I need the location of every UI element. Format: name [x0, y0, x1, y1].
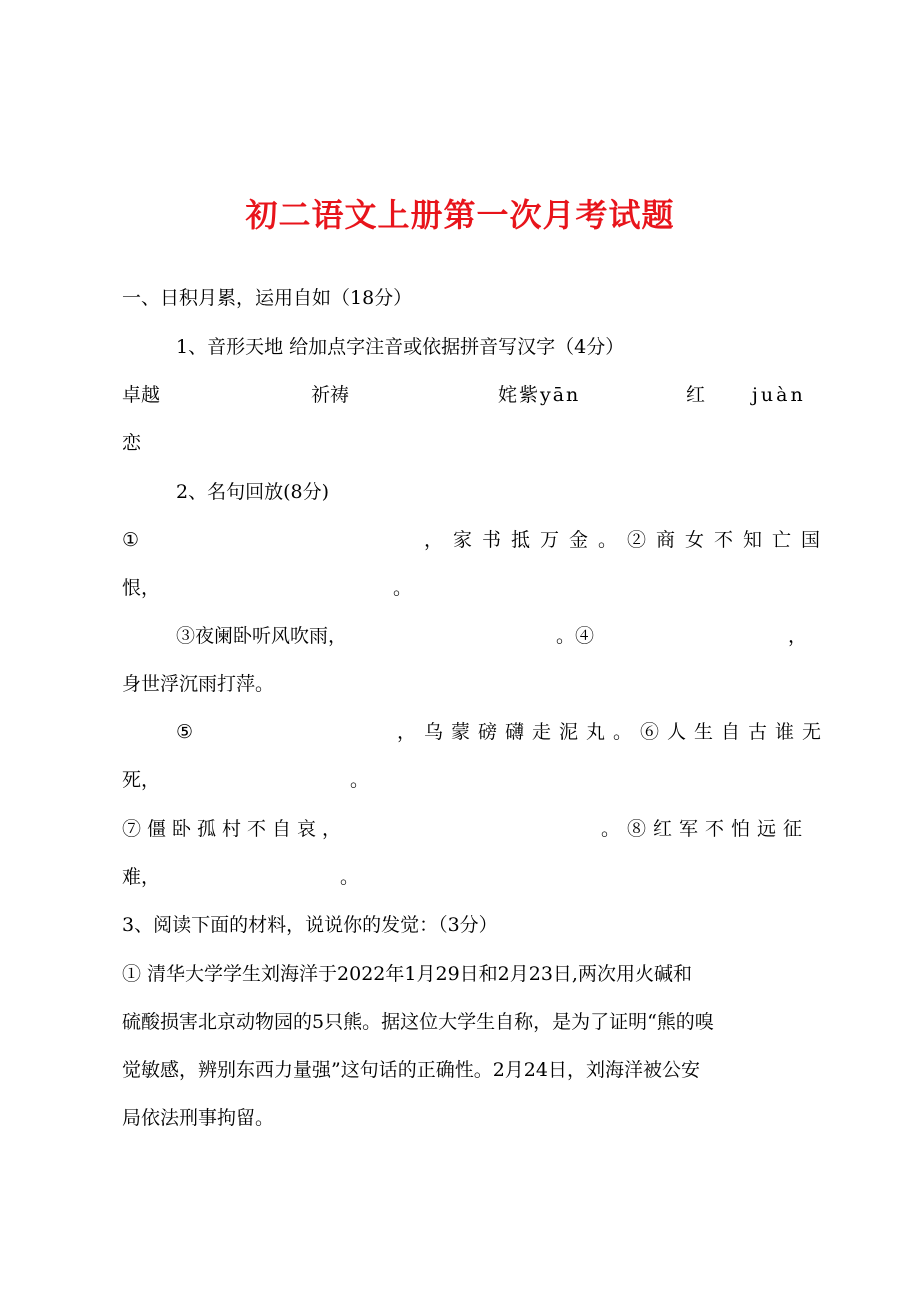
verse-7-text: ⑦僵卧孤村不自哀，	[122, 818, 348, 840]
verse-1-number: ①	[122, 529, 140, 551]
reading-line-4: 局依法刑事拘留。	[122, 1107, 275, 1129]
verse-6-end: 。	[350, 769, 370, 791]
pinyin-item-5: juàn	[752, 384, 806, 406]
reading-line-1: ① 清华大学学生刘海洋于2022年1月29日和2月23日,两次用火碱和	[122, 963, 692, 985]
reading-line-3: 觉敏感，辨别东西力量强”这句话的正确性。2月24日，刘海洋被公安	[122, 1059, 700, 1081]
pinyin-item-6: 恋	[122, 432, 142, 454]
verse-3-text: ③夜阑卧听风吹雨，	[176, 625, 348, 647]
verse-4-text: 身世浮沉雨打萍。	[122, 673, 275, 695]
verse-8-text: 。⑧红军不怕远征	[601, 818, 810, 840]
verse-8-start: 难，	[122, 866, 161, 888]
verse-2-end: 。	[393, 577, 413, 599]
verse-1-text: ，家书抵万金。②商女不知亡国	[424, 529, 831, 551]
verse-2-start: 恨，	[122, 577, 161, 599]
verse-3-end: 。④	[556, 625, 595, 647]
pinyin-item-2: 祈祷	[311, 384, 350, 406]
question-3-heading: 3、阅读下面的材料，说说你的发觉：（3分）	[122, 914, 498, 936]
pinyin-item-1: 卓越	[122, 384, 161, 406]
section-heading: 一、日积月累，运用自如（18分）	[122, 287, 413, 309]
verse-4-comma: ，	[788, 625, 808, 647]
verse-8-end: 。	[340, 866, 360, 888]
question-1-heading: 1、音形天地 给加点字注音或依据拼音写汉字（4分）	[176, 336, 625, 358]
pinyin-item-4: 红	[686, 384, 706, 406]
verse-5-text: ，乌蒙磅礴走泥丸。⑥人生自古谁无	[397, 721, 830, 743]
reading-line-2: 硫酸损害北京动物园的5只熊。据这位大学生自称，是为了证明“熊的嗅	[122, 1011, 714, 1033]
verse-6-start: 死，	[122, 769, 161, 791]
pinyin-item-3: 姹紫yān	[498, 384, 581, 406]
verse-5-number: ⑤	[176, 721, 194, 743]
page-title: 初二语文上册第一次月考试题	[245, 196, 675, 234]
question-2-heading: 2、名句回放(8分)	[176, 481, 330, 503]
